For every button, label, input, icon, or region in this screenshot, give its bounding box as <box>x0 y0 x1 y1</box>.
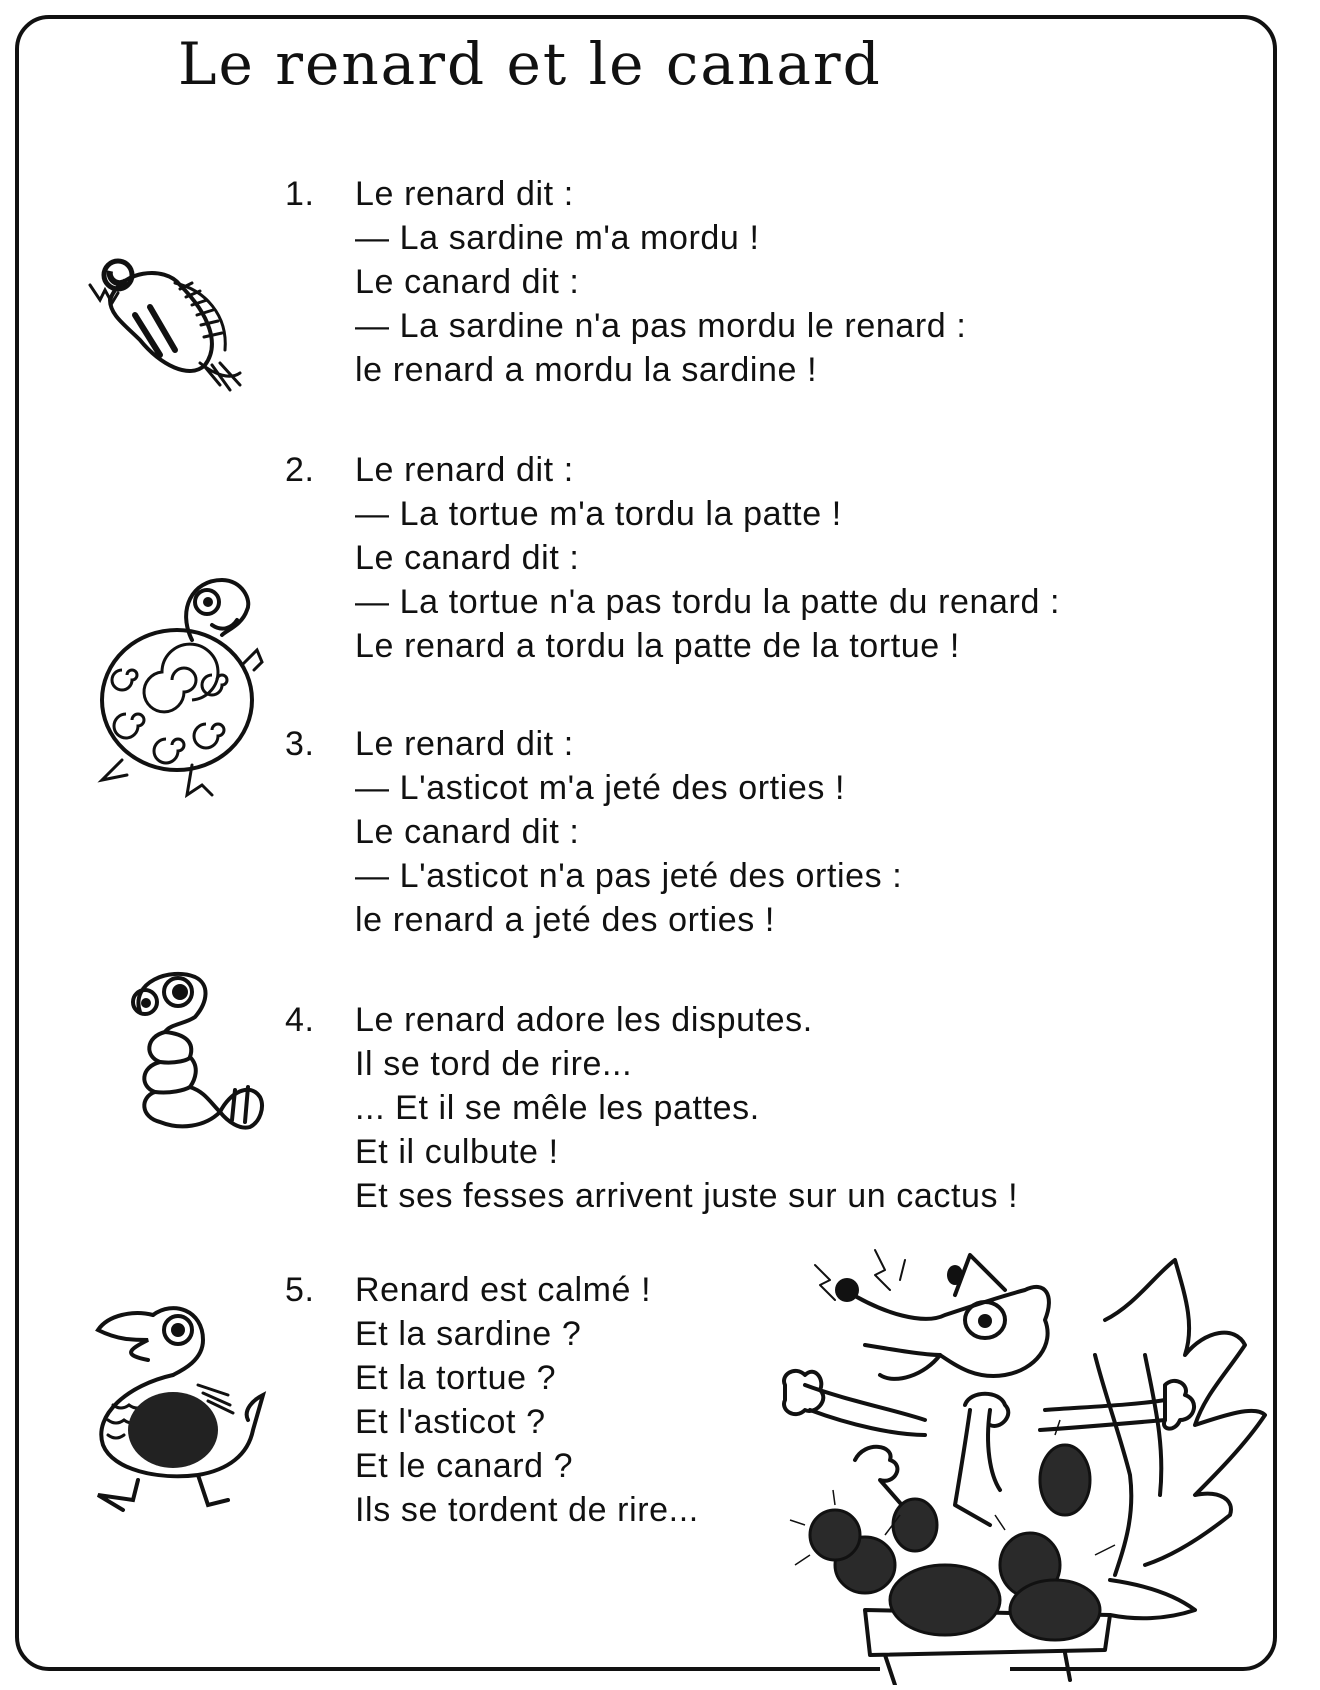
stanza-line: Le renard dit : <box>355 725 574 763</box>
canard-icon <box>78 1295 278 1515</box>
asticot-icon <box>110 962 270 1152</box>
stanza-line: — L'asticot m'a jeté des orties ! <box>355 769 846 807</box>
stanza-line: — La tortue m'a tordu la patte ! <box>355 495 842 533</box>
stanza-line: Le renard dit : <box>355 451 574 489</box>
renard-cactus-icon <box>775 1235 1285 1685</box>
stanza-number: 1. <box>285 175 315 213</box>
stanza-line: Le canard dit : <box>355 539 580 577</box>
stanza-line: Le canard dit : <box>355 263 580 301</box>
stanza-line: le renard a jeté des orties ! <box>355 901 775 939</box>
stanza-line: Et le canard ? <box>355 1447 574 1485</box>
stanza-line: — La sardine n'a pas mordu le renard : <box>355 307 967 345</box>
page-title: Le renard et le canard <box>178 30 882 98</box>
stanza-line: Et il culbute ! <box>355 1133 559 1171</box>
stanza-number: 5. <box>285 1271 315 1309</box>
stanza-line: Renard est calmé ! <box>355 1271 652 1309</box>
stanza-line: Et la tortue ? <box>355 1359 557 1397</box>
stanza-line: — L'asticot n'a pas jeté des orties : <box>355 857 903 895</box>
stanza-line: Le renard a tordu la patte de la tortue ! <box>355 627 960 665</box>
stanza-line: Le renard dit : <box>355 175 574 213</box>
sardine-icon <box>80 245 250 405</box>
stanza-line: Et ses fesses arrivent juste sur un cactus ! <box>355 1177 1019 1215</box>
stanza-line: ... Et il se mêle les pattes. <box>355 1089 760 1127</box>
stanza-number: 4. <box>285 1001 315 1039</box>
stanza-line: Ils se tordent de rire... <box>355 1491 699 1529</box>
stanza-line: Et la sardine ? <box>355 1315 582 1353</box>
tortue-icon <box>82 570 272 800</box>
stanza-number: 2. <box>285 451 315 489</box>
stanza-line: Le renard adore les disputes. <box>355 1001 813 1039</box>
stanza-line: — La tortue n'a pas tordu la patte du renard : <box>355 583 1061 621</box>
stanza-line: Il se tord de rire... <box>355 1045 633 1083</box>
stanza-line: Et l'asticot ? <box>355 1403 546 1441</box>
stanza-line: Le canard dit : <box>355 813 580 851</box>
stanza-number: 3. <box>285 725 315 763</box>
stanza-line: — La sardine m'a mordu ! <box>355 219 760 257</box>
stanza-line: le renard a mordu la sardine ! <box>355 351 818 389</box>
